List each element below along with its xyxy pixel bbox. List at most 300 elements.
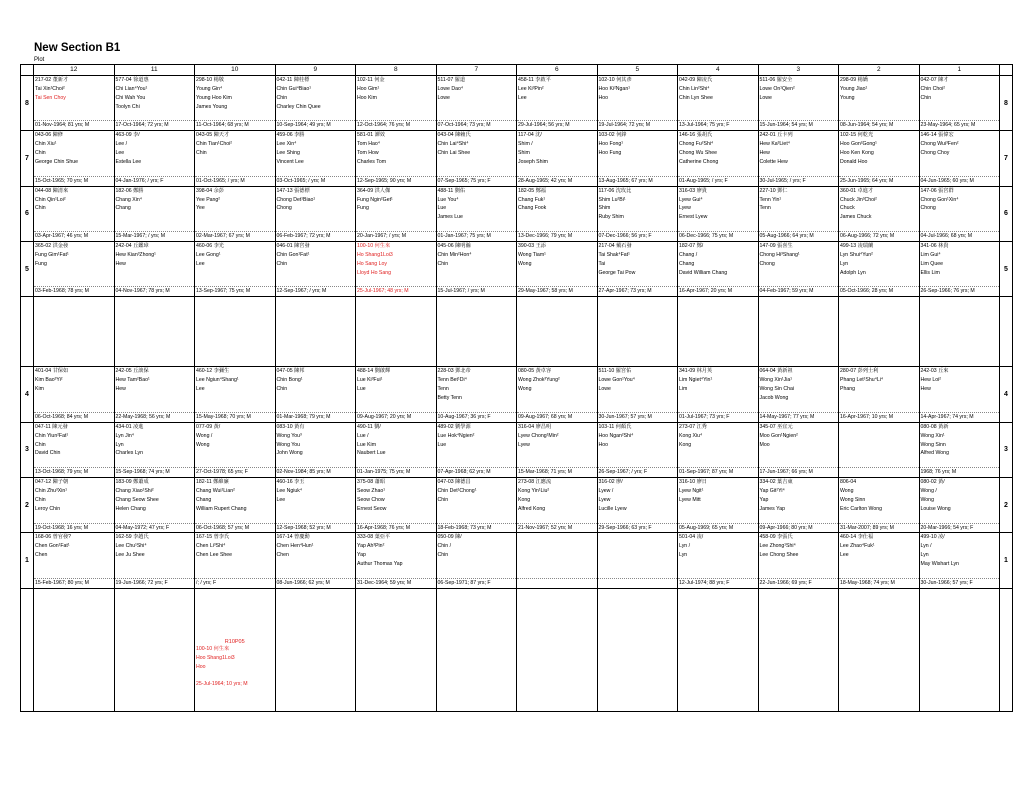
grave-cell[interactable] (356, 76, 437, 131)
grave-cell[interactable] (919, 367, 1000, 422)
section-title: New Section B1 (34, 42, 121, 54)
grave-cell[interactable] (678, 76, 759, 131)
grave-cell[interactable] (597, 242, 678, 297)
grave-cell[interactable] (758, 422, 839, 477)
grave-cell-r10p05[interactable] (195, 588, 276, 711)
grave-cell[interactable] (195, 76, 276, 131)
romanized-name-line: Hew Ka³Liet⁴ (759, 141, 790, 148)
name-line: Leroy Chin (35, 505, 61, 512)
death-date-line: 07-Dec-1966; 56 yrs; F (598, 231, 678, 241)
name-line: Shim (598, 205, 611, 212)
name-line (920, 394, 1000, 403)
grave-cell[interactable] (275, 186, 356, 241)
grave-cell[interactable] (114, 76, 195, 131)
grave-cell[interactable] (34, 478, 115, 533)
plot-id-line: 499-13 凌瑞蘭 (840, 243, 874, 250)
name-line (598, 167, 678, 176)
plot-id-line: 100-10 何生來 (357, 243, 391, 250)
grave-cell[interactable] (919, 76, 1000, 131)
death-date-line: 06-Sep-1971; 87 yrs; F (437, 578, 517, 588)
plot-id-line: 316-04 廖昌明 (518, 423, 552, 430)
death-date-line: 10-Sep-1964; 49 yrs; M (276, 120, 356, 130)
grave-cell[interactable] (195, 186, 276, 241)
grave-cell[interactable] (34, 367, 115, 422)
empty-cell (597, 588, 678, 711)
grave-cell[interactable] (34, 76, 115, 131)
grave-cell[interactable] (758, 533, 839, 588)
romanized-name-line: Chong Hi³Shang¹ (759, 251, 800, 258)
grave-cell[interactable] (597, 76, 678, 131)
name-line: Hoo (598, 94, 609, 101)
grave-cell[interactable] (839, 478, 920, 533)
name-line (598, 112, 678, 121)
death-date-line: 27-Oct-1978; 65 yrs; F (195, 467, 275, 477)
grave-cell[interactable] (436, 186, 517, 241)
name-line: George Tai Pow (598, 269, 636, 276)
grave-cell[interactable] (34, 533, 115, 588)
romanized-name-line (598, 542, 678, 551)
plot-id-line: 217-02 董新才 (35, 77, 69, 83)
name-line: Chong (276, 205, 292, 212)
death-date-line: 13-Sep-1967; 75 yrs; M (195, 286, 275, 296)
plot-id-line: 080-08 黃新 (920, 423, 949, 430)
name-line (195, 213, 275, 222)
name-line: Joseph Shim (518, 159, 548, 166)
name-line (276, 569, 356, 578)
grave-cell[interactable] (839, 186, 920, 241)
romanized-name-line: Chong Fu²Shi⁴ (679, 141, 714, 148)
name-line: Yap (357, 552, 366, 559)
grave-cell[interactable] (195, 533, 276, 588)
name-line: Ruby Shim (598, 214, 624, 221)
empty-cell (356, 588, 437, 711)
grave-cell[interactable] (919, 186, 1000, 241)
grave-cell[interactable] (758, 242, 839, 297)
grave-cell[interactable] (195, 242, 276, 297)
grave-cell[interactable] (919, 533, 1000, 588)
romanized-name-line: Lowe On¹Qien² (759, 85, 795, 92)
plot-reference-label: R10P05 (224, 638, 245, 645)
grave-cell[interactable] (436, 422, 517, 477)
name-line (920, 112, 1000, 121)
grave-cell[interactable] (839, 422, 920, 477)
name-line: Chen Lee Shee (196, 552, 233, 559)
plot-id-line: 364-09 洪人傑 (357, 187, 391, 194)
grave-cell[interactable] (275, 242, 356, 297)
grave-cell[interactable] (597, 367, 678, 422)
romanized-name-line: Tenn Bet¹Di⁴ (437, 377, 467, 384)
name-line: Lue Kim (357, 441, 377, 448)
name-line: Lucille Lyew (598, 505, 627, 512)
plot-id-line: 460-06 李光 (196, 243, 224, 250)
grave-cell[interactable] (919, 478, 1000, 533)
name-line (678, 569, 758, 578)
grave-cell[interactable] (356, 478, 437, 533)
grave-cell[interactable] (275, 131, 356, 186)
death-date-line: 31-Dec-1964; 59 yrs; M (356, 578, 436, 588)
column-number: 3 (758, 65, 839, 76)
plot-id-line: 511-06 羅安全 (759, 77, 793, 83)
grave-cell[interactable] (517, 76, 598, 131)
grave-cell[interactable] (114, 242, 195, 297)
grave-cell[interactable] (356, 422, 437, 477)
name-line (517, 269, 597, 278)
name-line (759, 569, 839, 578)
plot-id-line: 043-06 陳修 (35, 132, 63, 139)
name-line (598, 278, 678, 287)
name-line: Betty Tenn (437, 395, 462, 402)
romanized-name-line: Chin Lai⁴Shi⁴ (437, 141, 469, 148)
grave-cell[interactable] (114, 367, 195, 422)
name-line: Lee Chong Shee (759, 552, 799, 559)
grave-cell[interactable] (758, 131, 839, 186)
death-date-line: 06-Feb-1967; 72 yrs; M (276, 231, 356, 241)
name-line (356, 222, 436, 231)
row-label: 2 (1000, 478, 1013, 533)
romanized-name-line: Chin Qin¹Loi² (35, 196, 66, 203)
name-line: Chin (196, 150, 207, 157)
grave-cell[interactable] (839, 367, 920, 422)
name-line: Tai (598, 260, 606, 267)
death-date-line: 15-Mar-1968; 71 yrs; M (517, 467, 597, 477)
name-line: Wong Sinn (920, 441, 946, 448)
plot-id-line: 459-06 李勝 (276, 132, 305, 139)
romanized-name-line: Wong Tiam¹ (518, 251, 546, 258)
plot-id-line: 217-04 戴石發 (598, 243, 632, 250)
name-line: Jacob Wong (759, 395, 789, 402)
grave-cell[interactable] (195, 478, 276, 533)
plot-id-line: 460-16 李玉 (276, 479, 305, 486)
romanized-name-line: Lee Ngiuk⁴ (276, 487, 303, 494)
grave-cell[interactable] (678, 422, 759, 477)
grave-cell[interactable] (275, 367, 356, 422)
grave-cell[interactable] (839, 533, 920, 588)
name-line (517, 112, 597, 121)
romanized-name-line: Wong Xin¹Jia¹ (759, 377, 792, 384)
plot-id-line: 458-09 李張氏 (759, 534, 793, 541)
grave-cell[interactable] (678, 131, 759, 186)
grave-cell[interactable] (195, 422, 276, 477)
empty-cell (114, 297, 195, 367)
romanized-name-line: Wong Zhok³Yung² (518, 377, 560, 384)
grave-cell[interactable] (597, 478, 678, 533)
plot-id-line: 398-04 余彭 (196, 187, 224, 194)
name-line (276, 269, 356, 278)
column-number: 9 (275, 65, 356, 76)
name-line (437, 222, 517, 231)
name-line (34, 112, 114, 121)
grave-cell[interactable] (919, 242, 1000, 297)
name-line: William Rupert Chang (196, 505, 247, 512)
name-line: Kong (679, 441, 692, 448)
name-line: Lloyd Ho Sang (357, 269, 392, 276)
name-line (839, 394, 919, 403)
death-date-line: 06-Aug-1966; 72 yrs; M (839, 231, 919, 241)
name-line (115, 569, 195, 578)
romanized-name-line: Lyn / (920, 543, 932, 550)
name-line: Lyew Mitt (679, 496, 701, 503)
grave-cell[interactable] (839, 76, 920, 131)
grave-cell[interactable] (436, 478, 517, 533)
name-line: Lee (276, 496, 286, 503)
death-date-line: 31-Mar-2007; 89 yrs; M (839, 523, 919, 533)
grave-cell[interactable] (678, 478, 759, 533)
name-line (115, 403, 195, 412)
plot-id-line: 463-09 李/ (115, 132, 140, 139)
name-line (598, 551, 678, 560)
death-date-line: 25-Jun-1965; 64 yrs; M (839, 176, 919, 186)
column-number: 8 (356, 65, 437, 76)
plot-id-line: 390-03 王添 (518, 243, 546, 250)
grave-cell[interactable] (758, 186, 839, 241)
grave-cell[interactable] (758, 367, 839, 422)
plot-id-line: 228-03 鄧北帝 (437, 368, 471, 375)
name-line (34, 167, 114, 176)
grave-cell[interactable] (517, 367, 598, 422)
plot-id-line: 146-14 張偉宏 (920, 132, 954, 139)
name-line: Chen (276, 552, 289, 559)
plot-id-line: 146-16 張胡氏 (679, 132, 713, 139)
grave-cell[interactable] (758, 76, 839, 131)
romanized-name-line: Wong (840, 487, 854, 494)
romanized-name-line: Chin Choi² (920, 85, 946, 92)
death-date-line: 04-Nov-1967; 78 yrs; M (115, 286, 195, 296)
death-date-line: 28-Aug-1965; 42 yrs; M (517, 176, 597, 186)
grave-cell[interactable] (436, 76, 517, 131)
grave-cell[interactable] (356, 242, 437, 297)
death-date-line: 01-Jan-1975; 75 yrs; M (356, 467, 436, 477)
grave-cell[interactable] (517, 131, 598, 186)
name-line: Wong (518, 260, 532, 267)
grave-cell[interactable] (517, 186, 598, 241)
grave-cell[interactable] (597, 533, 678, 588)
death-date-line: 04-Jul-1966; 68 yrs; M (920, 231, 1000, 241)
romanized-name-line: Hew Kian³Zhong¹ (115, 251, 156, 258)
plot-id-line: 117-06 沈玫比 (598, 187, 632, 194)
name-line: Lowe (598, 386, 611, 393)
grave-cell[interactable] (34, 422, 115, 477)
grave-cell[interactable] (597, 422, 678, 477)
grave-cell[interactable] (275, 76, 356, 131)
column-number: 5 (597, 65, 678, 76)
plot-id-line: 341-06 林貴 (920, 243, 949, 250)
romanized-name-line: Lim Gui⁴ (920, 251, 941, 258)
plot-id-line: 273-07 江秀 (679, 423, 707, 430)
romanized-name-line: Chin Min²Hon⁴ (437, 251, 472, 258)
grave-cell[interactable] (195, 367, 276, 422)
grave-cell[interactable] (517, 478, 598, 533)
name-line (839, 560, 919, 569)
grave-cell[interactable] (758, 478, 839, 533)
name-line (517, 167, 597, 176)
grave-cell[interactable] (195, 131, 276, 186)
plot-id-line (598, 533, 678, 542)
grave-cell[interactable] (114, 478, 195, 533)
plot-row-8 (21, 76, 1013, 131)
grave-cell[interactable] (678, 367, 759, 422)
grave-cell[interactable] (597, 186, 678, 241)
name-line: Chin (35, 205, 46, 212)
grave-cell[interactable] (436, 131, 517, 186)
death-date-line: 26-Sep-1966; 76 yrs; M (920, 286, 1000, 296)
grave-cell[interactable] (597, 131, 678, 186)
name-line: Kong (518, 496, 531, 503)
name-line (598, 222, 678, 231)
grave-cell[interactable] (275, 533, 356, 588)
name-line (195, 394, 275, 403)
name-line: Lue (437, 205, 447, 212)
name-line: James Chuck (840, 214, 872, 221)
death-date-line: 01-Jan-1967; 75 yrs; M (437, 231, 517, 241)
name-line (759, 449, 839, 458)
grave-cell[interactable] (517, 533, 598, 588)
plot-id-line: 242-04 丘鑑璋 (115, 243, 149, 250)
name-line: Chang (115, 205, 131, 212)
death-date-line: 17-Oct-1964; 72 yrs; M (115, 120, 195, 130)
empty-cell (275, 297, 356, 367)
grave-cell[interactable] (678, 533, 759, 588)
name-line: Hew (920, 386, 931, 393)
death-date-line: 21-Nov-1967; 52 yrs; M (517, 523, 597, 533)
name-line (759, 213, 839, 222)
empty-cell (597, 297, 678, 367)
name-line: Young Hoo Kim (196, 94, 232, 101)
name-line (356, 278, 436, 287)
name-line: Vincent Lee (276, 159, 304, 166)
romanized-name-line: Chi Lian⁴You¹ (115, 85, 148, 92)
death-date-line: 19-Jul-1964; 72 yrs; M (598, 120, 678, 130)
name-line (517, 103, 597, 112)
romanized-name-line: Chin Tian¹Choi² (196, 141, 233, 148)
name-line: Chin (437, 496, 449, 503)
death-date-line: 13-Jul-1964; 75 yrs; F (678, 120, 758, 130)
death-date-line: 07-Sep-1965; 75 yrs; F (437, 176, 517, 186)
empty-cell (758, 297, 839, 367)
death-date-line: 23-May-1964; 65 yrs; M (920, 120, 1000, 130)
plot-id-line: 316-10 廖日 (679, 479, 707, 486)
grave-cell[interactable] (678, 242, 759, 297)
name-line (839, 569, 919, 578)
romanized-name-line: Wong You³ (276, 432, 302, 439)
name-line (517, 569, 597, 578)
column-number: 1 (919, 65, 1000, 76)
name-line: Phang (840, 386, 856, 393)
grave-cell[interactable] (919, 422, 1000, 477)
grave-cell[interactable] (275, 422, 356, 477)
plot-id-line: 458-11 李啟平 (518, 77, 551, 83)
grave-cell[interactable] (839, 242, 920, 297)
row-label: 7 (21, 131, 34, 186)
grave-cell[interactable] (34, 186, 115, 241)
name-line: Chin (276, 386, 288, 393)
grave-cell[interactable] (114, 186, 195, 241)
name-line: Lue (357, 386, 366, 393)
name-line (759, 103, 839, 112)
romanized-name-line: Yee Pang² (196, 196, 221, 203)
name-line: Lim (679, 386, 688, 393)
plot-id-line: 273-08 江應流 (518, 479, 552, 486)
empty-cell (114, 588, 195, 711)
name-line: Chin Lyn Shee (679, 94, 713, 101)
name-line (517, 551, 597, 560)
grave-cell[interactable] (356, 367, 437, 422)
plot-id-line: 227-10 鄧仁 (759, 187, 788, 194)
grave-cell[interactable] (356, 131, 437, 186)
plot-id-line: 167-15 曾李氏 (196, 534, 230, 541)
name-line: Naubert Lue (357, 450, 386, 457)
death-date-line: 30-Jun-1966; 57 yrs; F (920, 578, 1000, 588)
grave-cell[interactable] (275, 478, 356, 533)
death-date-line: 26-Sep-1967; / yrs; F (598, 467, 678, 477)
death-date-line: 05-Aug-1969; 65 yrs; M (678, 523, 758, 533)
death-date-line: 16-Apr-1968; 76 yrs; M (356, 523, 436, 533)
grave-cell[interactable] (678, 186, 759, 241)
romanized-name-line: Chin Lin²Shi⁴ (679, 85, 710, 92)
empty-cell (839, 588, 920, 711)
plot-id-line: 045-06 陳明瀚 (437, 243, 471, 250)
name-line: Lyn (115, 441, 124, 448)
name-line: Chin (276, 260, 288, 267)
plot-id-line: 511-10 羅宮佑 (598, 368, 632, 375)
romanized-name-line: Hew Tam²Bao¹ (115, 377, 150, 384)
death-date-line: 15-Oct-1965; 70 yrs; M (34, 176, 114, 186)
death-date-line: 02-Mar-1967; 67 yrs; M (195, 231, 275, 241)
death-date-line: 14-Apr-1967; 74 yrs; M (920, 412, 1000, 422)
grave-cell[interactable] (436, 533, 517, 588)
name-line: Chen (35, 552, 48, 559)
romanized-name-line: Young Jiao¹ (840, 85, 868, 92)
name-line (356, 112, 436, 121)
death-date-line: 03-Feb-1968; 78 yrs; M (34, 286, 114, 296)
grave-cell[interactable] (114, 533, 195, 588)
name-line (276, 394, 356, 403)
name-line: Ernest Lyew (679, 214, 708, 221)
column-number: 7 (436, 65, 517, 76)
grave-cell[interactable] (436, 242, 517, 297)
name-line: Hew (115, 260, 126, 267)
romanized-name-line: Lowe Dao⁴ (437, 85, 464, 92)
grave-cell[interactable] (356, 533, 437, 588)
name-line (195, 167, 275, 176)
name-line: Lyew (598, 496, 611, 503)
name-line (356, 514, 436, 523)
name-line (517, 514, 597, 523)
name-line (839, 458, 919, 467)
name-line: Ernest Seow (357, 505, 387, 512)
plot-id-line (517, 533, 597, 542)
death-date-line: 12-Sep-1965; 90 yrs; M (356, 176, 436, 186)
name-line (276, 458, 356, 467)
grave-cell[interactable] (356, 186, 437, 241)
name-line (34, 403, 114, 412)
romanized-name-line: Chang Fuk¹ (518, 196, 546, 203)
name-line (115, 394, 195, 403)
grave-cell[interactable] (34, 131, 115, 186)
grave-cell[interactable] (436, 367, 517, 422)
plot-id-line: 460-12 李彌生 (196, 368, 230, 375)
empty-cell (919, 588, 1000, 711)
grave-cell[interactable] (839, 131, 920, 186)
grave-cell[interactable] (34, 242, 115, 297)
grave-cell[interactable] (517, 242, 598, 297)
bottom-line: Hoo (196, 663, 206, 670)
grave-cell[interactable] (114, 131, 195, 186)
plot-id-line: 182-07 鄭/ (679, 243, 704, 250)
death-date-line: 29-May-1967; 58 yrs; M (517, 286, 597, 296)
grave-cell[interactable] (919, 131, 1000, 186)
grave-cell[interactable] (114, 422, 195, 477)
grave-cell[interactable] (517, 422, 598, 477)
